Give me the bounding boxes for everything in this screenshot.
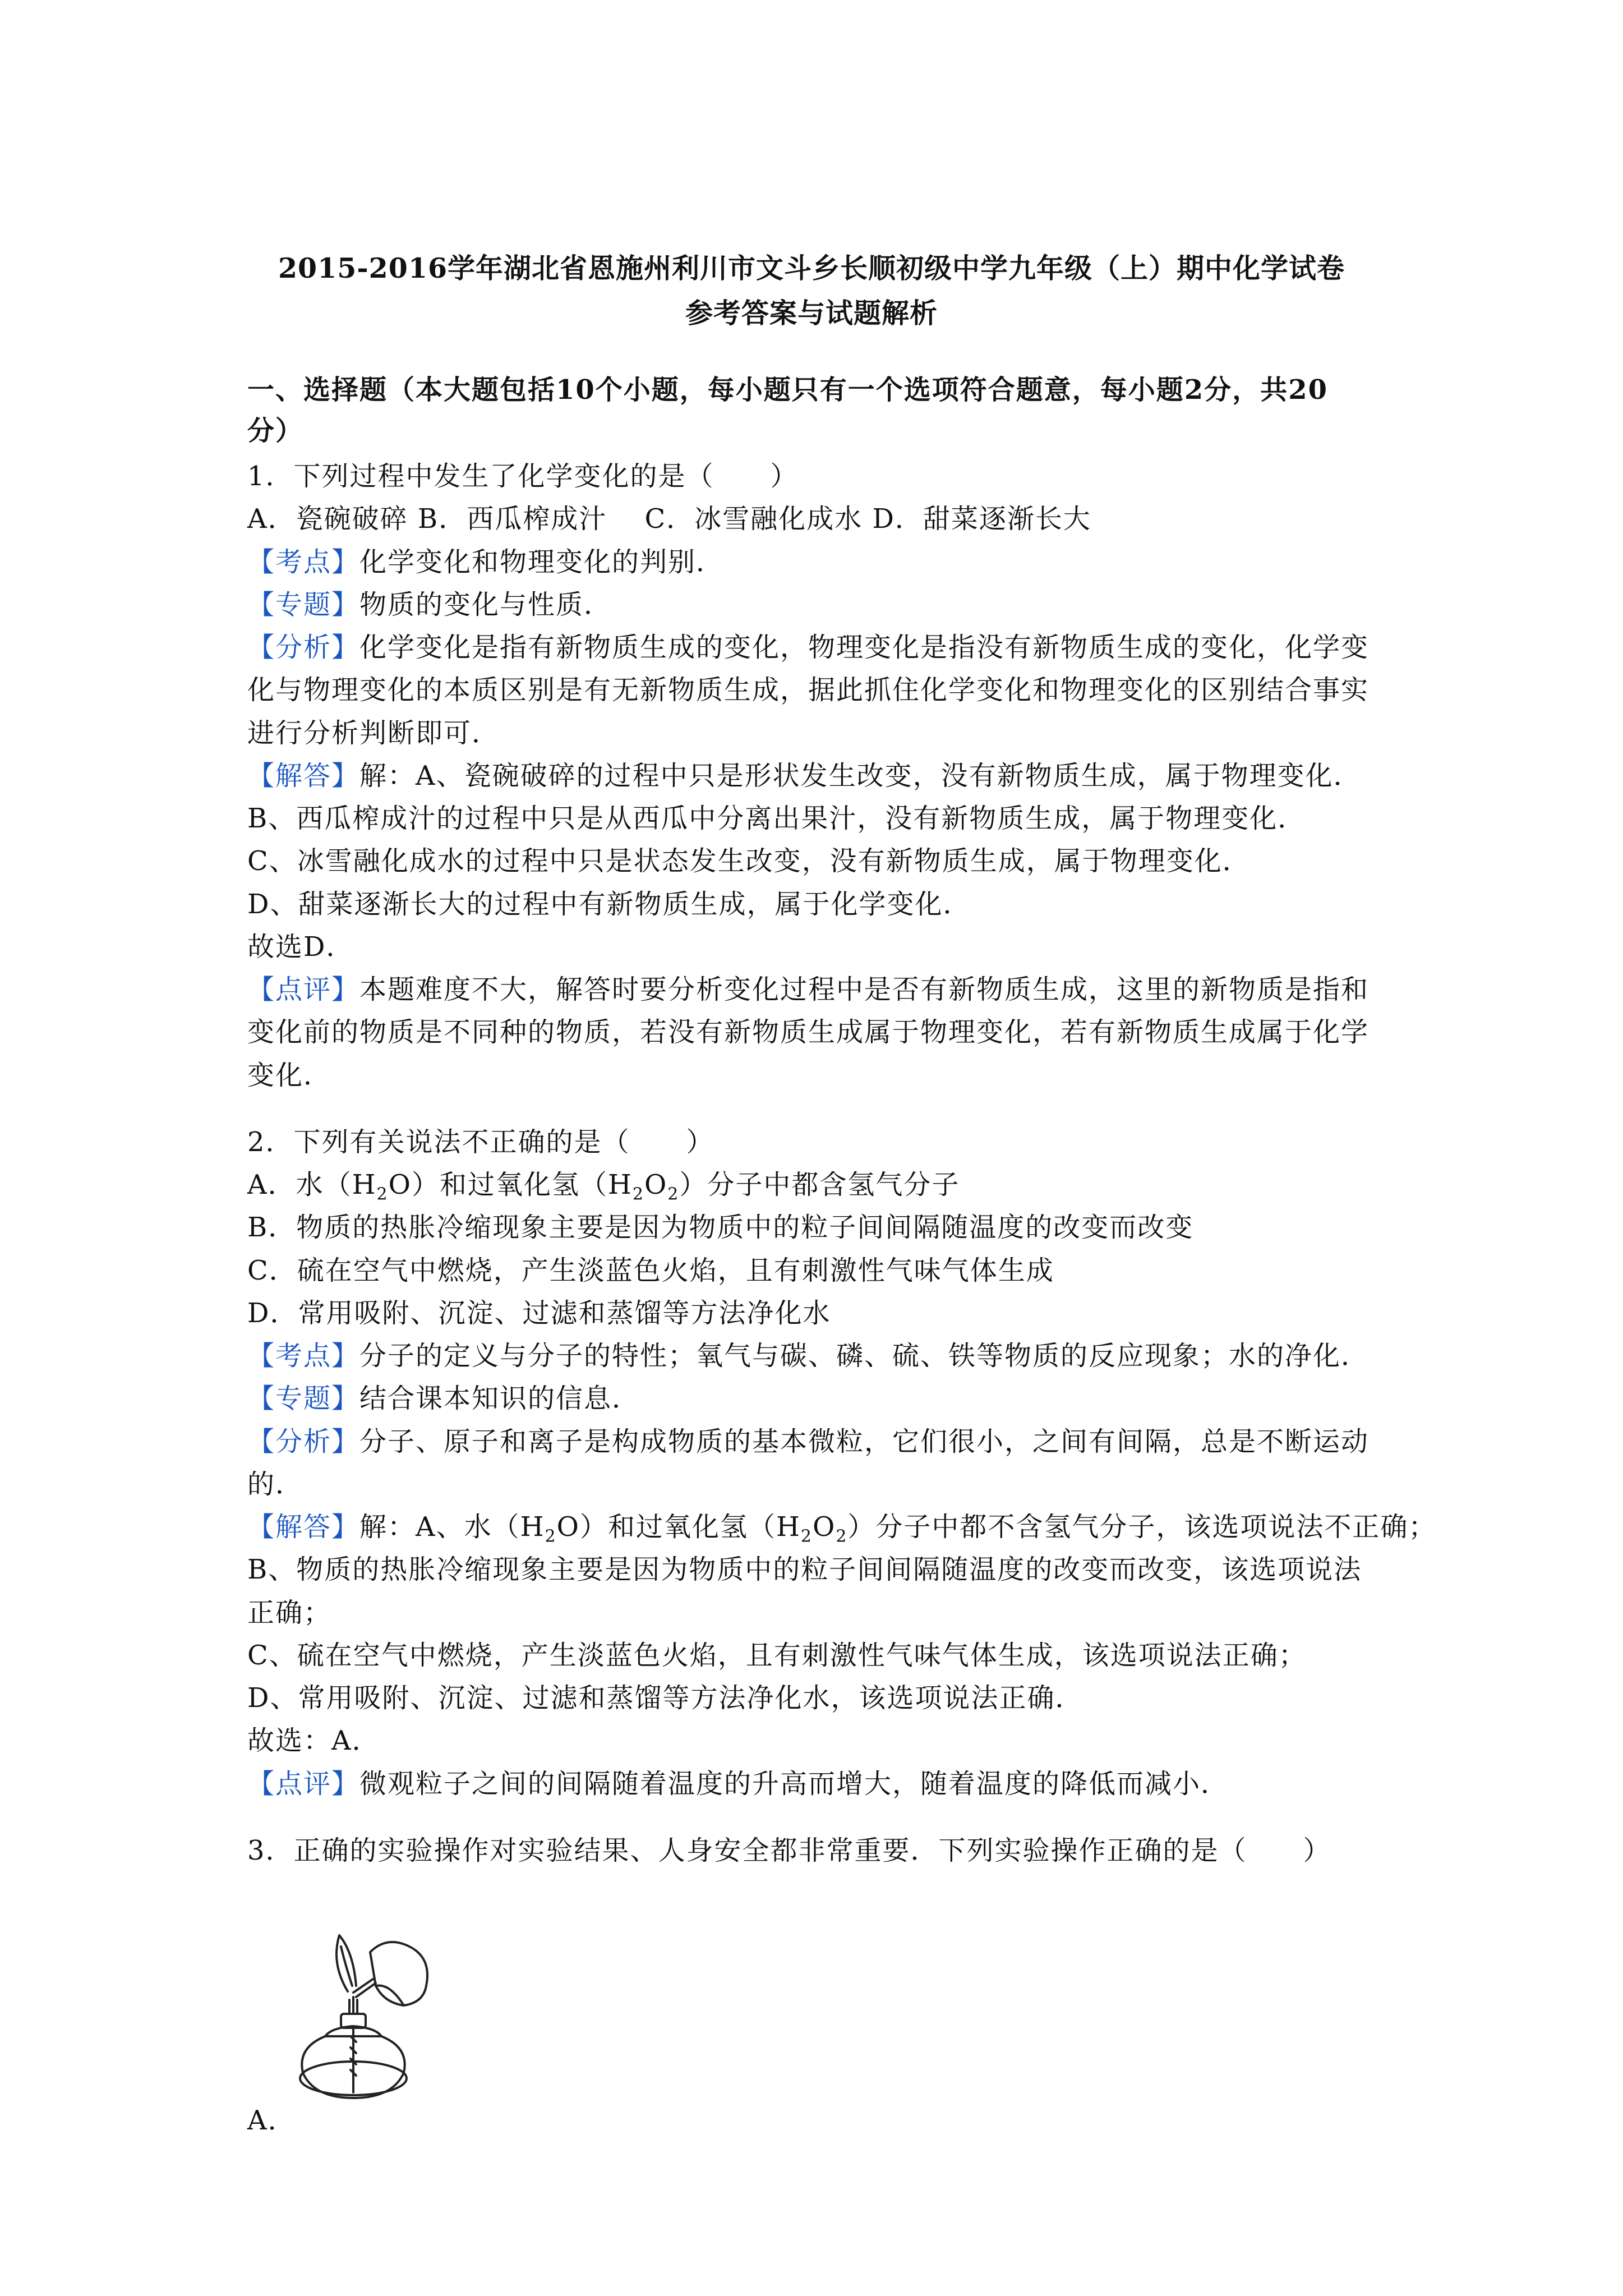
q1-dianping-text-1: 本题难度不大，解答时要分析变化过程中是否有新物质生成，这里的新物质是指和: [359, 974, 1370, 1005]
tag-fenxi: 【分析】: [247, 632, 360, 663]
q1-fenxi-text-2: 化与物理变化的本质区别是有无新物质生成，据此抓住化学变化和物理变化的区别结合事实: [247, 674, 1370, 706]
subscript-2: 2: [545, 1526, 557, 1547]
q2-jieda-text-2: B、物质的热胀冷缩现象主要是因为物质中的粒子间间隔随温度的改变而改变，该选项说法: [247, 1554, 1362, 1585]
tag-jieda: 【解答】: [247, 1511, 360, 1543]
q1-fenxi-text-1: 化学变化是指有新物质生成的变化，物理变化是指没有新物质生成的变化，化学变: [359, 632, 1370, 663]
q2-jieda-text-4: C、硫在空气中燃烧，产生淡蓝色火焰，且有刺激性气味气体生成，该选项说法正确；: [247, 1640, 1307, 1671]
subscript-2: 2: [376, 1184, 389, 1204]
q2-jieda-part2: O）和过氧化氢（H: [556, 1511, 801, 1543]
q1-fenxi: [247, 628, 1391, 667]
q1-zhuanti-text: 物质的变化与性质．: [359, 589, 612, 620]
q1-jieda-text-2: B、西瓜榨成汁的过程中只是从西瓜中分离出果汁，没有新物质生成，属于物理变化．: [247, 803, 1306, 834]
q2-kaodian-text: 分子的定义与分子的特性；氧气与碳、磷、硫、铁等物质的反应现象；水的净化．: [359, 1340, 1370, 1372]
tag-zhuanti: 【专题】: [247, 1383, 360, 1414]
q2-option-d: D．常用吸附、沉淀、过滤和蒸馏等方法净化水: [247, 1297, 831, 1329]
q1-fenxi-text-3: 进行分析判断即可．: [247, 717, 500, 749]
tag-kaodian: 【考点】: [247, 1340, 360, 1372]
q2-jieda-text-5: D、常用吸附、沉淀、过滤和蒸馏等方法净化水，该选项说法正确．: [247, 1682, 1083, 1714]
q1-dianping-text-3: 变化．: [247, 1060, 332, 1091]
q2-jieda-text-6: 故选：A．: [247, 1725, 380, 1756]
q1-dianping: [247, 970, 1391, 1009]
q1-jieda-text-1: 解：A、瓷碗破碎的过程中只是形状发生改变，没有新物质生成，属于物理变化．: [359, 760, 1362, 792]
tag-jieda: 【解答】: [247, 760, 360, 792]
q1-kaodian: [247, 542, 1391, 582]
q2-stem: 2．下列有关说法不正确的是（ ）: [247, 1126, 714, 1158]
q1-options: A．瓷碗破碎 B．西瓜榨成汁 C．冰雪融化成水 D．甜菜逐渐长大: [247, 503, 1091, 535]
alcohol-lamp-lighting-illustration: [292, 1930, 454, 2109]
q2-dianping-text: 微观粒子之间的间隔随着温度的升高而增大，随着温度的降低而减小．: [359, 1768, 1229, 1800]
tag-zhuanti: 【专题】: [247, 589, 360, 620]
subscript-2: 2: [836, 1526, 848, 1547]
q2-jieda: [247, 1507, 1437, 1557]
q2-kaodian: [247, 1336, 1391, 1375]
tag-fenxi: 【分析】: [247, 1426, 360, 1457]
q2-opt-a-part3: O: [644, 1169, 668, 1200]
q1-jieda-text-5: 故选D．: [247, 931, 354, 963]
q1-stem: 1．下列过程中发生了化学变化的是（ ）: [247, 461, 799, 492]
section-heading: 一、选择题（本大题包括10个小题，每小题只有一个选项符合题意，每小题2分，共20: [247, 374, 1328, 406]
section-heading-cont: 分）: [247, 415, 304, 447]
q2-jieda-part3: O: [812, 1511, 836, 1543]
q2-option-a: [247, 1165, 1391, 1214]
q2-opt-a-part2: O）和过氧化氢（H: [388, 1169, 633, 1200]
q2-option-b: B．物质的热胀冷缩现象主要是因为物质中的粒子间间隔随温度的改变而改变: [247, 1212, 1194, 1243]
q2-fenxi-text-2: 的．: [247, 1469, 304, 1500]
subscript-2: 2: [632, 1184, 644, 1204]
q2-dianping: [247, 1764, 1391, 1803]
q1-jieda-text-3: C、冰雪融化成水的过程中只是状态发生改变，没有新物质生成，属于物理变化．: [247, 845, 1251, 877]
q2-option-c: C．硫在空气中燃烧，产生淡蓝色火焰，且有刺激性气味气体生成: [247, 1255, 1054, 1286]
tag-dianping: 【点评】: [247, 1768, 360, 1800]
q2-opt-a-part4: ）分子中都含氢气分子: [679, 1169, 960, 1200]
q2-jieda-text-3: 正确；: [247, 1597, 332, 1628]
tag-dianping: 【点评】: [247, 974, 360, 1005]
q2-zhuanti: [247, 1379, 1391, 1418]
q2-opt-a-part1: A．水（H: [247, 1169, 377, 1200]
title-line-2: 参考答案与试题解析: [685, 297, 938, 329]
q3-option-a-label: A．: [247, 2105, 296, 2136]
subscript-2: 2: [667, 1184, 680, 1204]
title-line-1: 2015-2016学年湖北省恩施州利川市文斗乡长顺初级中学九年级（上）期中化学试卷: [278, 252, 1345, 284]
q1-jieda-text-4: D、甜菜逐渐长大的过程中有新物质生成，属于化学变化．: [247, 889, 971, 920]
tag-kaodian: 【考点】: [247, 546, 360, 578]
q1-kaodian-text: 化学变化和物理变化的判别．: [359, 546, 725, 578]
q1-zhuanti: [247, 585, 1391, 624]
q1-jieda: [247, 756, 1391, 795]
q2-jieda-part4: ）分子中都不含氢气分子，该选项说法不正确；: [847, 1511, 1437, 1543]
q1-dianping-text-2: 变化前的物质是不同种的物质，若没有新物质生成属于物理变化，若有新物质生成属于化学: [247, 1016, 1370, 1048]
q2-zhuanti-text: 结合课本知识的信息．: [359, 1383, 640, 1414]
q2-fenxi: [247, 1422, 1391, 1461]
q2-fenxi-text-1: 分子、原子和离子是构成物质的基本微粒，它们很小，之间有间隔，总是不断运动: [359, 1426, 1370, 1457]
subscript-2: 2: [800, 1526, 813, 1547]
q2-jieda-part1: 解：A、水（H: [359, 1511, 545, 1543]
q3-stem: 3．正确的实验操作对实验结果、人身安全都非常重要．下列实验操作正确的是（ ）: [247, 1835, 1331, 1866]
